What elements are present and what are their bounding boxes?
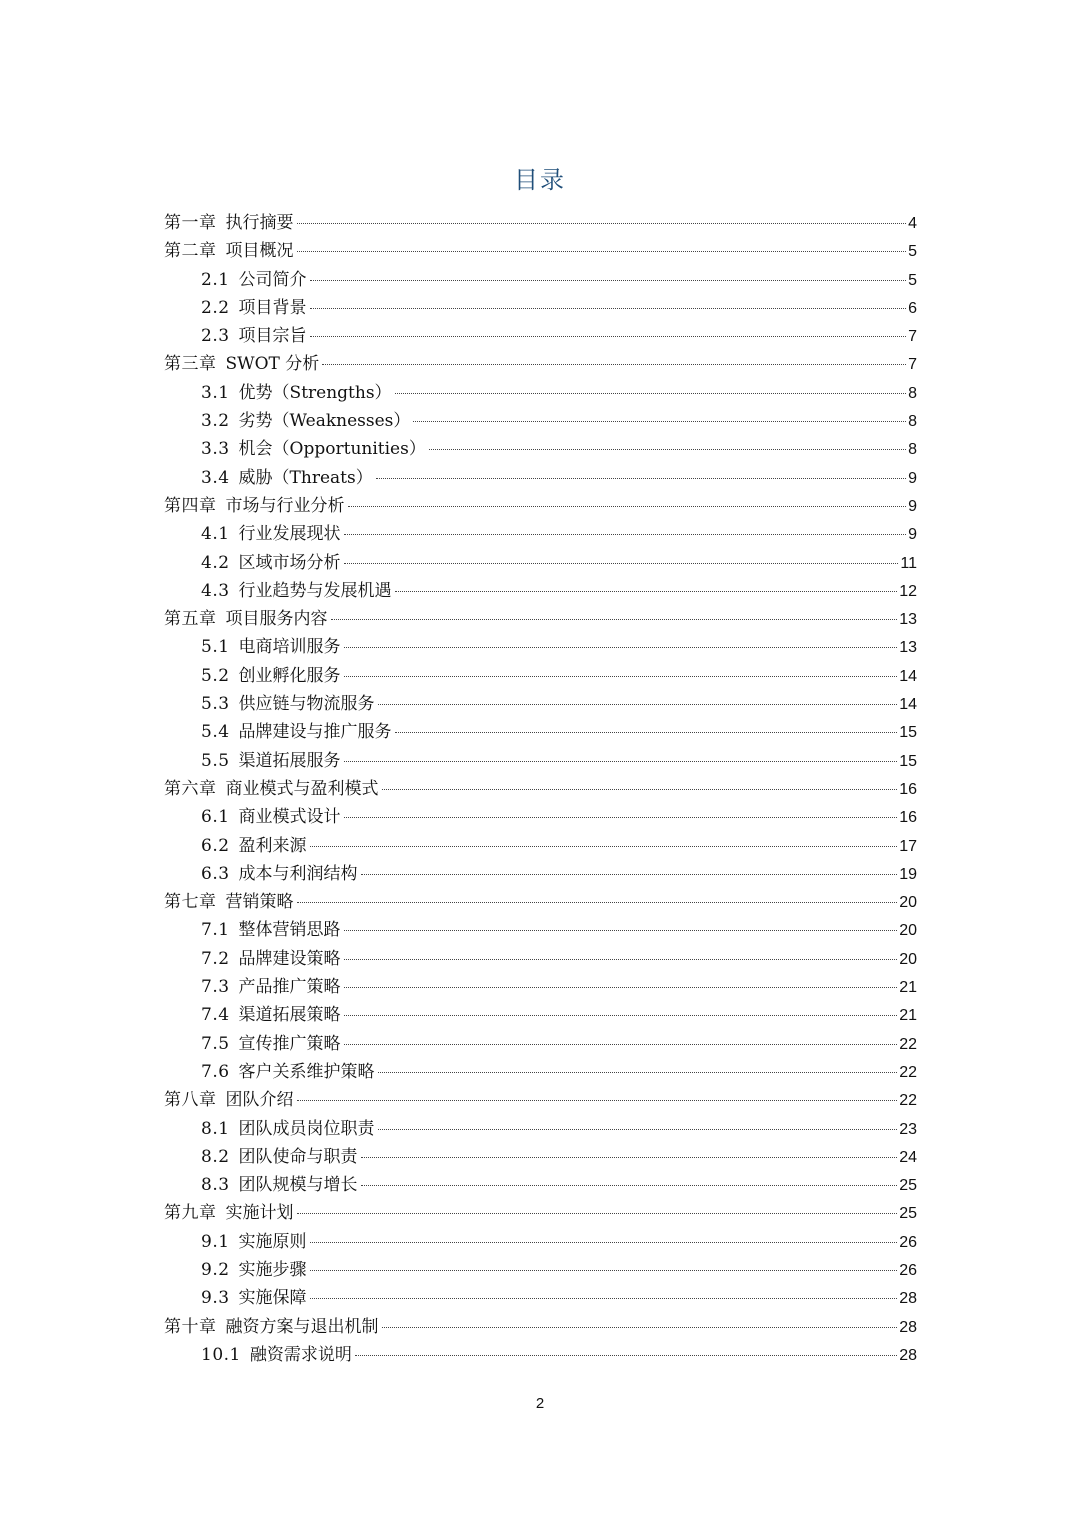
table-of-contents: [164, 209, 917, 1369]
toc-entry-label: 项目宗旨: [238, 326, 307, 347]
toc-dot-leader: [310, 846, 898, 847]
toc-entry-page: 12: [899, 582, 917, 600]
toc-section-entry[interactable]: [164, 1143, 917, 1171]
toc-entry-number: 第七章: [164, 892, 217, 913]
toc-section-entry[interactable]: [164, 1115, 917, 1143]
toc-entry-label: 团队介绍: [225, 1090, 294, 1111]
page-number: 2: [535, 1395, 545, 1412]
toc-entry-number: 2.1: [201, 269, 230, 290]
toc-section-entry[interactable]: [164, 520, 917, 548]
toc-section-entry[interactable]: [164, 1171, 917, 1199]
toc-entry-page: 28: [899, 1318, 917, 1336]
toc-entry-label: 项目服务内容: [225, 609, 328, 630]
toc-entry-page: 24: [899, 1148, 917, 1166]
toc-section-entry[interactable]: [164, 549, 917, 577]
toc-entry-page: 14: [899, 696, 917, 714]
toc-entry-text: [164, 1313, 379, 1341]
toc-entry-label: 项目概况: [225, 241, 294, 262]
toc-entry-page: 28: [899, 1346, 917, 1364]
toc-section-entry[interactable]: [164, 832, 917, 860]
toc-entry-text: [201, 464, 373, 492]
toc-entry-text: [201, 520, 341, 548]
toc-section-entry[interactable]: [164, 633, 917, 661]
toc-entry-page: 19: [899, 865, 917, 883]
toc-dot-leader: [361, 1157, 898, 1158]
toc-entry-number: 7.1: [201, 920, 230, 941]
toc-entry-label: 渠道拓展服务: [238, 750, 341, 771]
toc-entry-number: 7.3: [201, 977, 230, 998]
toc-entry-text: [164, 605, 328, 633]
toc-dot-leader: [310, 280, 907, 281]
toc-entry-number: 6.1: [201, 807, 230, 828]
toc-dot-leader: [344, 1015, 898, 1016]
toc-dot-leader: [395, 732, 898, 733]
toc-entry-page: 25: [899, 1177, 917, 1195]
toc-entry-label: 实施步骤: [238, 1259, 307, 1280]
toc-section-entry[interactable]: [164, 690, 917, 718]
toc-entry-text: [201, 1001, 341, 1029]
toc-entry-label: 渠道拓展策略: [238, 1005, 341, 1026]
toc-entry-label: 公司简介: [238, 269, 307, 290]
toc-entry-label: 行业发展现状: [238, 524, 341, 545]
toc-entry-text: [201, 690, 375, 718]
toc-entry-text: [201, 916, 341, 944]
toc-section-entry[interactable]: [164, 577, 917, 605]
toc-dot-leader: [413, 421, 906, 422]
toc-dot-leader: [395, 393, 907, 394]
toc-entry-number: 5.3: [201, 694, 230, 715]
toc-entry-text: [164, 1086, 294, 1114]
toc-entry-number: 第五章: [164, 609, 217, 630]
toc-section-entry[interactable]: [164, 407, 917, 435]
toc-entry-page: 17: [899, 837, 917, 855]
toc-chapter-entry[interactable]: [164, 237, 917, 265]
toc-entry-label: 整体营销思路: [238, 920, 341, 941]
toc-entry-label: 市场与行业分析: [225, 495, 345, 516]
toc-entry-label: 产品推广策略: [238, 977, 341, 998]
toc-entry-text: [164, 350, 319, 378]
toc-chapter-entry[interactable]: [164, 1313, 917, 1341]
toc-dot-leader: [344, 676, 898, 677]
toc-entry-label: 宣传推广策略: [238, 1033, 341, 1054]
toc-section-entry[interactable]: [164, 916, 917, 944]
toc-entry-page: 15: [899, 724, 917, 742]
toc-entry-page: 20: [899, 894, 917, 912]
toc-dot-leader: [297, 1100, 898, 1101]
toc-entry-label: 品牌建设与推广服务: [238, 722, 392, 743]
toc-entry-number: 5.2: [201, 665, 230, 686]
toc-dot-leader: [344, 647, 898, 648]
toc-entry-number: 第三章: [164, 354, 217, 375]
toc-entry-page: 13: [899, 611, 917, 629]
toc-entry-text: [201, 973, 341, 1001]
toc-section-entry[interactable]: [164, 1341, 917, 1369]
toc-section-entry[interactable]: [164, 860, 917, 888]
toc-dot-leader: [376, 478, 906, 479]
toc-dot-leader: [344, 817, 898, 818]
toc-entry-text: [201, 832, 307, 860]
toc-dot-leader: [322, 364, 906, 365]
toc-section-entry[interactable]: [164, 294, 917, 322]
toc-dot-leader: [344, 1044, 898, 1045]
toc-entry-page: 22: [899, 1092, 917, 1110]
toc-dot-leader: [429, 449, 906, 450]
toc-entry-page: 25: [899, 1205, 917, 1223]
toc-entry-number: 9.3: [201, 1288, 230, 1309]
toc-entry-number: 2.2: [201, 297, 230, 318]
toc-title: 目录: [514, 166, 566, 194]
toc-entry-text: [201, 1256, 307, 1284]
toc-entry-number: 4.2: [201, 552, 230, 573]
toc-chapter-entry[interactable]: [164, 605, 917, 633]
toc-entry-text: [201, 1171, 358, 1199]
toc-chapter-entry[interactable]: [164, 209, 917, 237]
toc-entry-label: 客户关系维护策略: [238, 1061, 375, 1082]
toc-entry-page: 21: [899, 979, 917, 997]
toc-entry-text: [201, 718, 392, 746]
toc-entry-page: 22: [899, 1035, 917, 1053]
toc-entry-text: [201, 803, 341, 831]
toc-dot-leader: [344, 959, 898, 960]
toc-entry-label: 营销策略: [225, 892, 294, 913]
toc-section-entry[interactable]: [164, 464, 917, 492]
toc-chapter-entry[interactable]: [164, 350, 917, 378]
toc-entry-number: 9.1: [201, 1231, 230, 1252]
toc-entry-number: 9.2: [201, 1259, 230, 1280]
toc-entry-page: 8: [908, 441, 917, 459]
toc-entry-number: 5.4: [201, 722, 230, 743]
toc-entry-number: 7.2: [201, 948, 230, 969]
toc-entry-text: [164, 888, 294, 916]
toc-entry-text: [201, 633, 341, 661]
toc-entry-text: [164, 1199, 294, 1227]
toc-entry-page: 9: [908, 469, 917, 487]
toc-section-entry[interactable]: [164, 662, 917, 690]
toc-entry-text: [164, 209, 294, 237]
toc-dot-leader: [344, 761, 898, 762]
toc-entry-number: 第四章: [164, 495, 217, 516]
toc-section-entry[interactable]: [164, 266, 917, 294]
toc-entry-text: [201, 549, 341, 577]
toc-section-entry[interactable]: [164, 718, 917, 746]
toc-entry-label: 实施计划: [225, 1203, 294, 1224]
toc-entry-page: 13: [899, 639, 917, 657]
toc-section-entry[interactable]: [164, 803, 917, 831]
toc-entry-page: 9: [908, 497, 917, 515]
toc-section-entry[interactable]: [164, 973, 917, 1001]
toc-entry-label: 实施保障: [238, 1288, 307, 1309]
toc-entry-label: 机会（Opportunities）: [238, 439, 426, 460]
toc-dot-leader: [355, 1355, 897, 1356]
toc-entry-label: 团队规模与增长: [238, 1175, 358, 1196]
toc-entry-text: [201, 1341, 352, 1369]
toc-entry-label: 融资需求说明: [249, 1344, 352, 1365]
toc-entry-label: 盈利来源: [238, 835, 307, 856]
toc-entry-label: 成本与利润结构: [238, 863, 358, 884]
toc-entry-text: [201, 294, 307, 322]
toc-chapter-entry[interactable]: [164, 492, 917, 520]
toc-entry-label: 实施原则: [238, 1231, 307, 1252]
toc-dot-leader: [344, 987, 898, 988]
toc-entry-number: 第一章: [164, 213, 217, 233]
toc-chapter-entry[interactable]: [164, 1199, 917, 1227]
toc-entry-text: [201, 577, 392, 605]
toc-entry-page: 11: [900, 554, 917, 572]
toc-entry-page: 9: [908, 526, 917, 544]
toc-chapter-entry[interactable]: [164, 888, 917, 916]
toc-entry-number: 3.3: [201, 439, 230, 460]
toc-entry-number: 4.1: [201, 524, 230, 545]
toc-entry-page: 5: [908, 271, 917, 289]
toc-entry-page: 16: [899, 780, 917, 798]
toc-entry-label: 团队成员岗位职责: [238, 1118, 375, 1139]
toc-entry-text: [201, 1284, 307, 1312]
toc-entry-label: 商业模式设计: [238, 807, 341, 828]
toc-dot-leader: [297, 902, 898, 903]
toc-entry-number: 7.4: [201, 1005, 230, 1026]
toc-entry-label: 执行摘要: [225, 213, 294, 233]
toc-entry-number: 8.2: [201, 1146, 230, 1167]
toc-entry-text: [201, 379, 392, 407]
toc-entry-text: [201, 747, 341, 775]
toc-section-entry[interactable]: [164, 1058, 917, 1086]
toc-entry-page: 6: [908, 299, 917, 317]
toc-dot-leader: [310, 1270, 898, 1271]
toc-section-entry[interactable]: [164, 747, 917, 775]
toc-entry-page: 21: [899, 1007, 917, 1025]
toc-entry-text: [164, 775, 379, 803]
toc-entry-page: 20: [899, 922, 917, 940]
toc-entry-label: 威胁（Threats）: [238, 467, 373, 488]
toc-entry-number: 3.2: [201, 411, 230, 432]
toc-entry-text: [201, 1143, 358, 1171]
toc-entry-number: 6.2: [201, 835, 230, 856]
toc-entry-text: [201, 407, 410, 435]
toc-entry-text: [201, 1115, 375, 1143]
toc-entry-page: 22: [899, 1063, 917, 1081]
toc-dot-leader: [378, 1129, 898, 1130]
toc-dot-leader: [297, 223, 907, 224]
toc-dot-leader: [382, 1327, 898, 1328]
toc-entry-label: SWOT 分析: [225, 354, 320, 375]
toc-entry-number: 第十章: [164, 1316, 217, 1337]
toc-chapter-entry[interactable]: [164, 1086, 917, 1114]
toc-entry-text: [201, 1058, 375, 1086]
toc-entry-page: 8: [908, 413, 917, 431]
toc-entry-text: [201, 1228, 307, 1256]
toc-entry-label: 品牌建设策略: [238, 948, 341, 969]
toc-entry-number: 5.1: [201, 637, 230, 658]
toc-entry-page: 8: [908, 384, 917, 402]
toc-entry-label: 团队使命与职责: [238, 1146, 358, 1167]
toc-entry-number: 3.1: [201, 382, 230, 403]
toc-entry-text: [201, 860, 358, 888]
toc-dot-leader: [395, 591, 898, 592]
toc-dot-leader: [382, 789, 898, 790]
toc-entry-page: 28: [899, 1290, 917, 1308]
toc-section-entry[interactable]: [164, 1284, 917, 1312]
toc-entry-number: 第八章: [164, 1090, 217, 1111]
toc-entry-text: [201, 662, 341, 690]
toc-dot-leader: [297, 1213, 898, 1214]
toc-entry-number: 8.3: [201, 1175, 230, 1196]
toc-entry-text: [164, 237, 294, 265]
toc-dot-leader: [297, 251, 907, 252]
toc-entry-page: 23: [899, 1120, 917, 1138]
toc-entry-label: 区域市场分析: [238, 552, 341, 573]
toc-section-entry[interactable]: [164, 322, 917, 350]
toc-chapter-entry[interactable]: [164, 775, 917, 803]
toc-entry-number: 第六章: [164, 778, 217, 799]
toc-dot-leader: [310, 336, 907, 337]
toc-entry-number: 10.1: [201, 1344, 241, 1365]
toc-section-entry[interactable]: [164, 1256, 917, 1284]
toc-entry-number: 第九章: [164, 1203, 217, 1224]
toc-dot-leader: [310, 1242, 898, 1243]
toc-entry-page: 14: [899, 667, 917, 685]
toc-entry-page: 26: [899, 1233, 917, 1251]
toc-entry-text: [201, 435, 426, 463]
toc-entry-page: 7: [908, 328, 917, 346]
toc-entry-page: 4: [908, 215, 917, 232]
toc-entry-label: 项目背景: [238, 297, 307, 318]
toc-section-entry[interactable]: [164, 379, 917, 407]
toc-dot-leader: [361, 874, 898, 875]
toc-entry-number: 5.5: [201, 750, 230, 771]
toc-entry-number: 2.3: [201, 326, 230, 347]
toc-dot-leader: [344, 534, 907, 535]
toc-entry-label: 创业孵化服务: [238, 665, 341, 686]
toc-section-entry[interactable]: [164, 1228, 917, 1256]
toc-entry-number: 第二章: [164, 241, 217, 262]
toc-dot-leader: [344, 930, 898, 931]
toc-entry-label: 行业趋势与发展机遇: [238, 580, 392, 601]
toc-entry-page: 26: [899, 1261, 917, 1279]
toc-section-entry[interactable]: [164, 435, 917, 463]
toc-entry-text: [201, 266, 307, 294]
toc-section-entry[interactable]: [164, 945, 917, 973]
toc-entry-number: 7.6: [201, 1061, 230, 1082]
toc-entry-page: 7: [908, 356, 917, 374]
toc-entry-page: 15: [899, 752, 917, 770]
toc-dot-leader: [378, 1072, 898, 1073]
toc-entry-label: 劣势（Weaknesses）: [238, 411, 411, 432]
toc-entry-number: 3.4: [201, 467, 230, 488]
toc-section-entry[interactable]: [164, 1001, 917, 1029]
toc-entry-number: 7.5: [201, 1033, 230, 1054]
toc-entry-label: 商业模式与盈利模式: [225, 778, 379, 799]
toc-dot-leader: [378, 704, 898, 705]
toc-dot-leader: [331, 619, 898, 620]
toc-dot-leader: [310, 1298, 898, 1299]
toc-entry-label: 优势（Strengths）: [238, 382, 392, 403]
toc-section-entry[interactable]: [164, 1030, 917, 1058]
toc-dot-leader: [310, 308, 907, 309]
toc-entry-number: 4.3: [201, 580, 230, 601]
toc-entry-page: 16: [899, 809, 917, 827]
toc-entry-label: 电商培训服务: [238, 637, 341, 658]
toc-entry-text: [201, 1030, 341, 1058]
toc-dot-leader: [361, 1185, 898, 1186]
toc-entry-label: 融资方案与退出机制: [225, 1316, 379, 1337]
toc-entry-number: 8.1: [201, 1118, 230, 1139]
toc-entry-text: [164, 492, 345, 520]
toc-entry-text: [201, 322, 307, 350]
toc-dot-leader: [344, 563, 899, 564]
toc-entry-number: 6.3: [201, 863, 230, 884]
toc-dot-leader: [348, 506, 907, 507]
toc-entry-text: [201, 945, 341, 973]
toc-entry-label: 供应链与物流服务: [238, 694, 375, 715]
toc-entry-page: 20: [899, 950, 917, 968]
toc-entry-page: 5: [908, 243, 917, 261]
